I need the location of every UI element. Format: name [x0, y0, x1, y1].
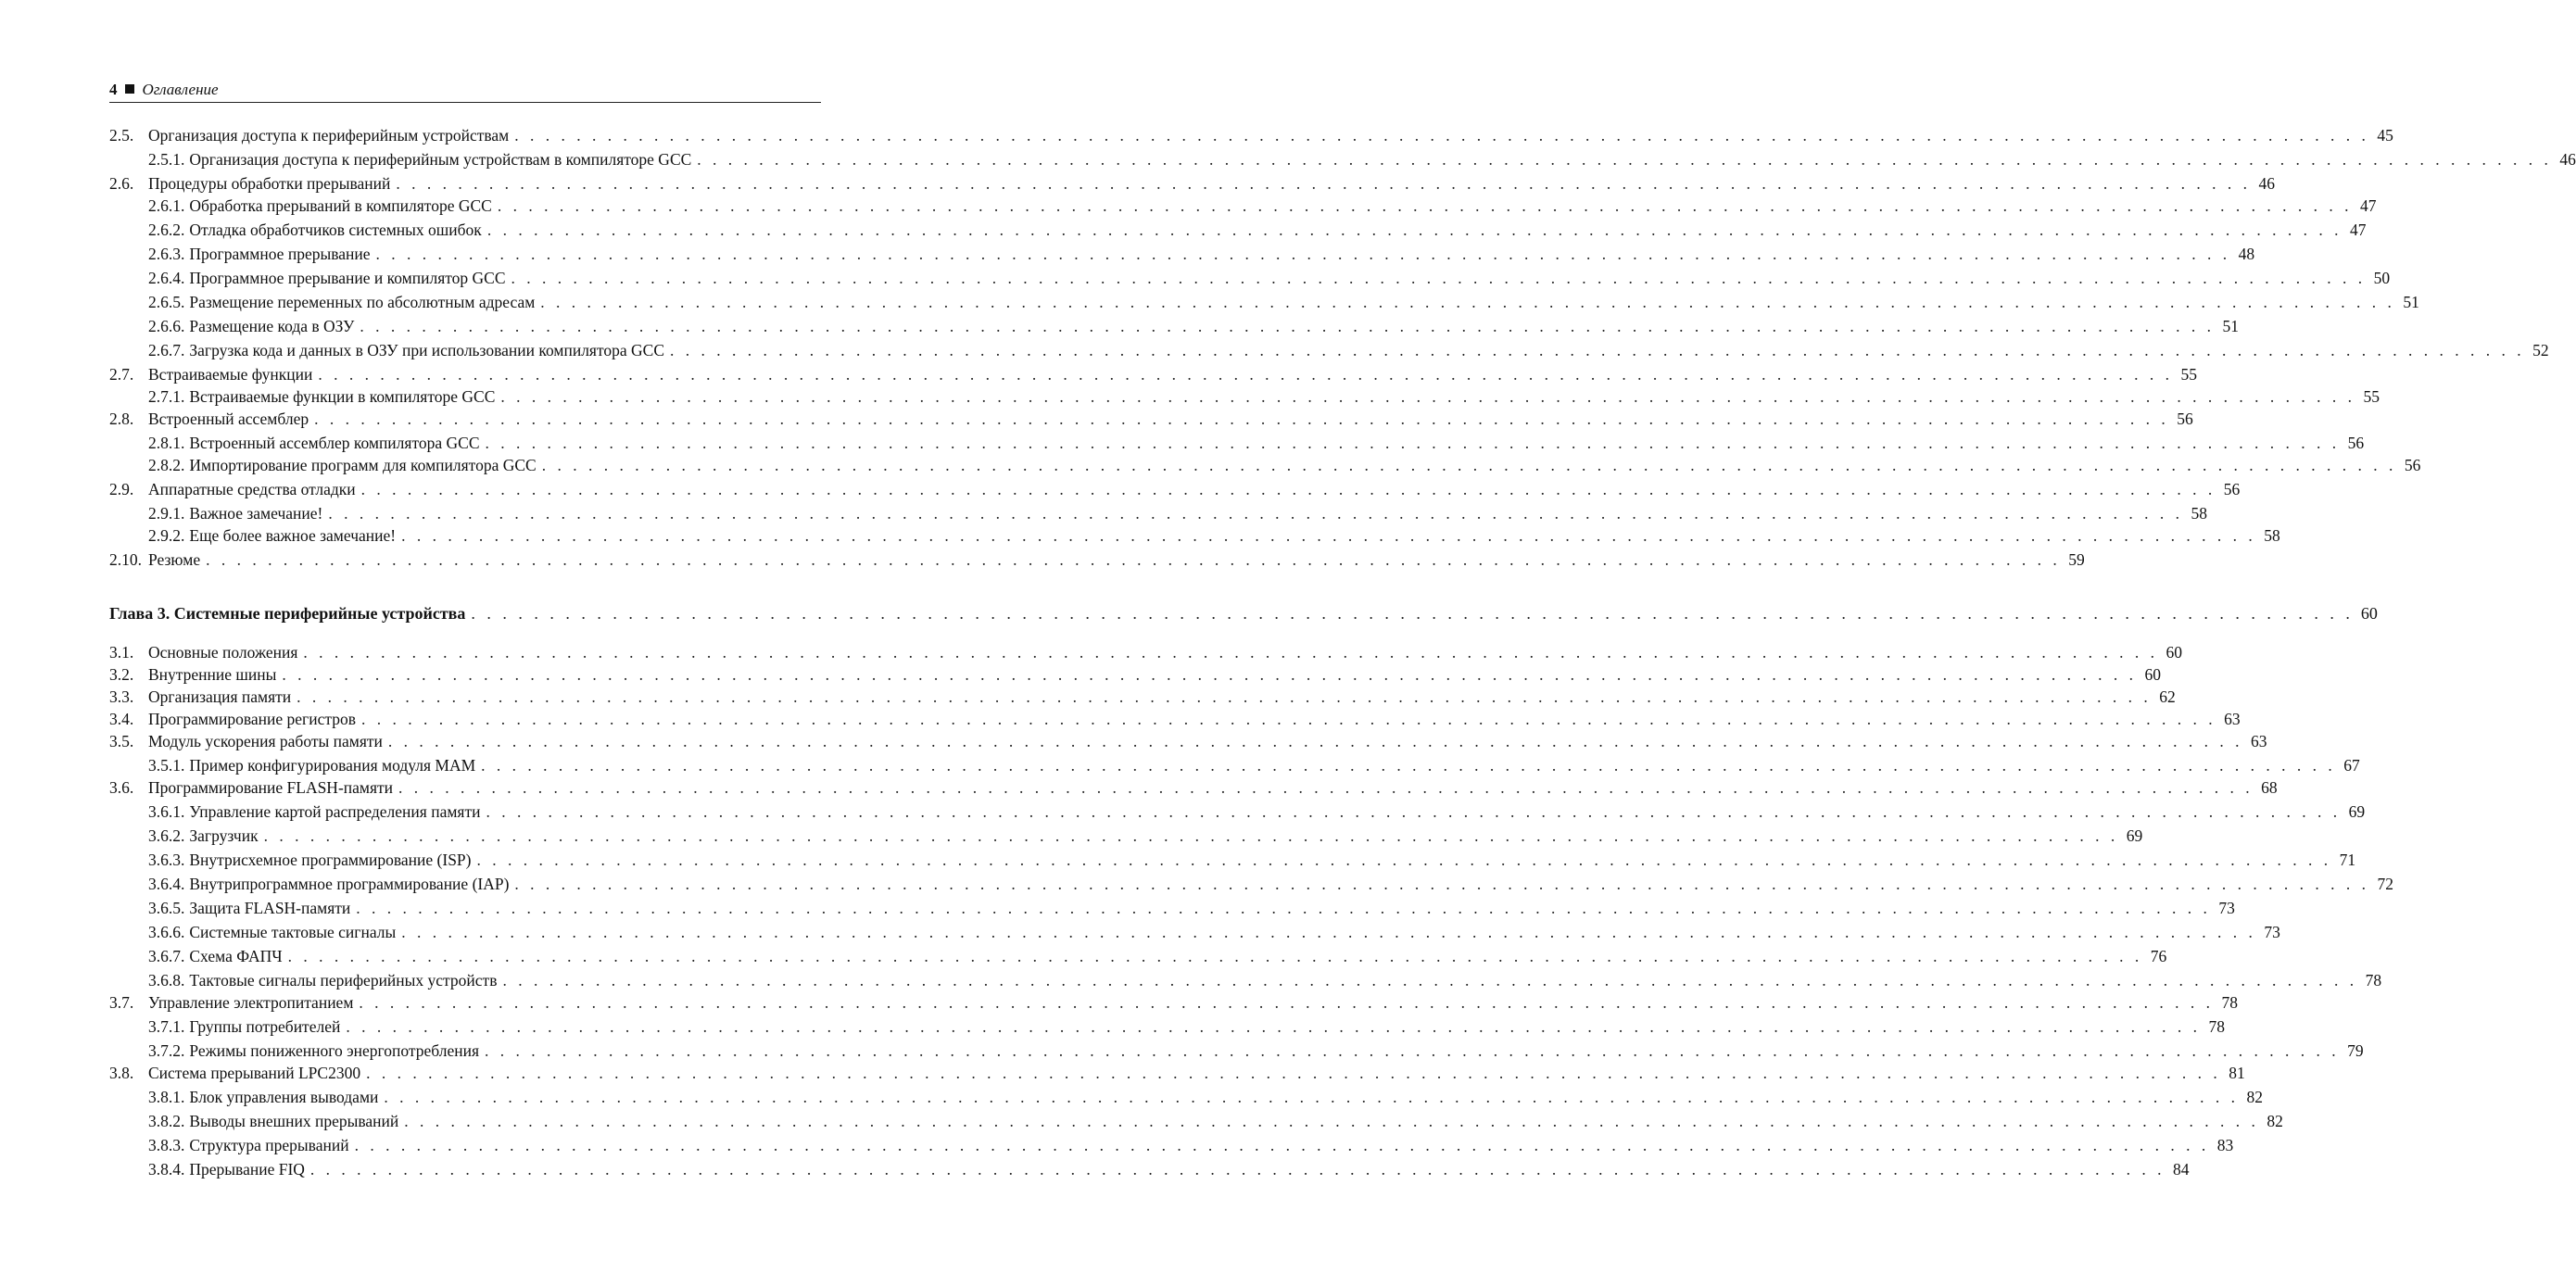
- toc-entry-page: 55: [2363, 387, 2380, 406]
- dot-leader: . . . . . . . . . . . . . . . . . . . . . . . . . . . . . . . . . . . . . . . . . . . . . . . . . . . . . . . . . . . . . . . . . . . . . . . . . . . . . . . . . . . . . . . . . . . . . . . . . . . . . . . . . . . . . . . . . . . . . . . .: [486, 802, 2342, 821]
- toc-entry[interactable]: [109, 1110, 2283, 1132]
- toc-entry-number: 3.8.2.: [148, 1112, 185, 1130]
- toc-entry-title: Встраиваемые функции: [148, 365, 313, 384]
- toc-entry-number: 3.3.: [109, 687, 134, 706]
- toc-entry-page: 52: [2532, 341, 2549, 359]
- dot-leader: . . . . . . . . . . . . . . . . . . . . . . . . . . . . . . . . . . . . . . . . . . . . . . . . . . . . . . . . . . . . . . . . . . . . . . . . . . . . . . . . . . . . . . . . . . . . . . . . . . . . . . . . . . . . . . . . . . . . . . . .: [318, 365, 2173, 384]
- toc-entry-page: 78: [2208, 1017, 2225, 1036]
- toc-entry-title: Встроенный ассемблер компилятора GCC: [189, 434, 480, 452]
- toc-entry[interactable]: [109, 708, 2241, 730]
- toc-entry-title: Схема ФАПЧ: [189, 947, 283, 965]
- toc-entry-title: Управление электропитанием: [148, 993, 354, 1012]
- dot-leader: . . . . . . . . . . . . . . . . . . . . . . . . . . . . . . . . . . . . . . . . . . . . . . . . . . . . . . . . . . . . . . . . . . . . . . . . . . . . . . . . . . . . . . . . . . . . . . . . . . . . . . . . . . . . . . . . . . . . . . . .: [540, 293, 2395, 311]
- dot-leader: . . . . . . . . . . . . . . . . . . . . . . . . . . . . . . . . . . . . . . . . . . . . . . . . . . . . . . . . . . . . . . . . . . . . . . . . . . . . . . . . . . . . . . . . . . . . . . . . . . . . . . . . . . . . . . . . . . . . . . . .: [384, 1088, 2240, 1106]
- toc-entry[interactable]: [109, 267, 2391, 289]
- toc-entry-number: 2.9.1.: [148, 504, 185, 523]
- toc-entry-title: Модуль ускорения работы памяти: [148, 732, 383, 750]
- dot-leader: . . . . . . . . . . . . . . . . . . . . . . . . . . . . . . . . . . . . . . . . . . . . . . . . . . . . . . . . . . . . . . . . . . . . . . . . . . . . . . . . . . . . . . . . . . . . . . . . . . . . . . . . . . . . . . . . . . . . . . . .: [314, 410, 2169, 428]
- toc-entry-number: 3.6.: [109, 778, 134, 797]
- toc-entry[interactable]: [109, 1134, 2234, 1156]
- toc-entry-page: 73: [2218, 899, 2235, 917]
- toc-entry-title: Аппаратные средства отладки: [148, 480, 356, 498]
- toc-entry[interactable]: [109, 124, 2393, 146]
- toc-entry-title: Организация памяти: [148, 687, 292, 706]
- toc-entry[interactable]: [109, 945, 2167, 967]
- toc-entry[interactable]: [109, 454, 2421, 476]
- toc-entry[interactable]: [109, 408, 2193, 430]
- toc-entry-title: Внутрипрограммное программирование (IAP): [189, 875, 510, 893]
- toc-entry-page: 56: [2223, 480, 2241, 498]
- toc-entry-number: 2.5.1.: [148, 150, 185, 169]
- toc-entry[interactable]: [109, 1040, 2364, 1062]
- dot-leader: . . . . . . . . . . . . . . . . . . . . . . . . . . . . . . . . . . . . . . . . . . . . . . . . . . . . . . . . . . . . . . . . . . . . . . . . . . . . . . . . . . . . . . . . . . . . . . . . . . . . . . . . . . . . . . . . . . . . . . . .: [514, 126, 2369, 145]
- toc-entry-title: Встроенный ассемблер: [148, 410, 309, 428]
- toc-entry-number: 3.6.4.: [148, 875, 185, 893]
- toc-entry-page: 59: [2068, 550, 2085, 569]
- toc-entry[interactable]: [109, 148, 2576, 170]
- toc-entry[interactable]: [109, 1062, 2245, 1084]
- toc-entry[interactable]: [109, 801, 2366, 823]
- dot-leader: . . . . . . . . . . . . . . . . . . . . . . . . . . . . . . . . . . . . . . . . . . . . . . . . . . . . . . . . . . . . . . . . . . . . . . . . . . . . . . . . . . . . . . . . . . . . . . . . . . . . . . . . . . . . . . . . . . . . . . . .: [287, 947, 2143, 965]
- toc-entry[interactable]: [109, 1015, 2225, 1038]
- toc-entry-number: 3.5.: [109, 732, 134, 750]
- toc-entry-title: Глава 3. Системные периферийные устройства: [109, 604, 466, 623]
- toc-entry-number: 2.6.3.: [148, 245, 185, 263]
- dot-leader: . . . . . . . . . . . . . . . . . . . . . . . . . . . . . . . . . . . . . . . . . . . . . . . . . . . . . . . . . . . . . . . . . . . . . . . . . . . . . . . . . . . . . . . . . . . . . . . . . . . . . . . . . . . . . . . . . . . . . . . .: [360, 710, 2216, 728]
- toc-entry-title: Защита FLASH-памяти: [189, 899, 351, 917]
- toc-entry-title: Размещение кода в ОЗУ: [189, 317, 355, 335]
- dot-leader: . . . . . . . . . . . . . . . . . . . . . . . . . . . . . . . . . . . . . . . . . . . . . . . . . . . . . . . . . . . . . . . . . . . . . . . . . . . . . . . . . . . . . . . . . . . . . . . . . . . . . . . . . . . . . . . . . . . . . . . .: [476, 851, 2332, 869]
- toc-entry-page: 47: [2359, 196, 2377, 215]
- toc-entry-title: Программирование FLASH-памяти: [148, 778, 394, 797]
- toc-entry[interactable]: [109, 432, 2365, 454]
- dot-leader: . . . . . . . . . . . . . . . . . . . . . . . . . . . . . . . . . . . . . . . . . . . . . . . . . . . . . . . . . . . . . . . . . . . . . . . . . . . . . . . . . . . . . . . . . . . . . . . . . . . . . . . . . . . . . . . . . . . . . . . .: [514, 875, 2370, 893]
- toc-entry-title: Группы потребителей: [189, 1017, 341, 1036]
- toc-entry-number: 2.8.: [109, 410, 134, 428]
- toc-entry-number: 2.6.1.: [148, 196, 185, 215]
- toc-entry-title: Внутрисхемное программирование (ISP): [189, 851, 472, 869]
- toc-entry-title: Внутренние шины: [148, 665, 277, 684]
- toc-chapter-row[interactable]: [109, 602, 2378, 624]
- toc-entry-page: 72: [2377, 875, 2394, 893]
- toc-entry[interactable]: [109, 291, 2419, 313]
- toc-entry-number: 2.5.: [109, 126, 134, 145]
- toc-entry-number: 3.4.: [109, 710, 134, 728]
- dot-leader: . . . . . . . . . . . . . . . . . . . . . . . . . . . . . . . . . . . . . . . . . . . . . . . . . . . . . . . . . . . . . . . . . . . . . . . . . . . . . . . . . . . . . . . . . . . . . . . . . . . . . . . . . . . . . . . . . . . . . . . .: [359, 993, 2215, 1012]
- toc-entry[interactable]: [109, 195, 2377, 217]
- toc-entry[interactable]: [109, 524, 2280, 547]
- dot-leader: . . . . . . . . . . . . . . . . . . . . . . . . . . . . . . . . . . . . . . . . . . . . . . . . . . . . . . . . . . . . . . . . . . . . . . . . . . . . . . . . . . . . . . . . . . . . . . . . . . . . . . . . . . . . . . . . . . . . . . . .: [697, 150, 2552, 169]
- toc-entry-page: 73: [2264, 923, 2280, 941]
- square-bullet-icon: [125, 84, 134, 94]
- dot-leader: . . . . . . . . . . . . . . . . . . . . . . . . . . . . . . . . . . . . . . . . . . . . . . . . . . . . . . . . . . . . . . . . . . . . . . . . . . . . . . . . . . . . . . . . . . . . . . . . . . . . . . . . . . . . . . . . . . . . . . . .: [485, 434, 2341, 452]
- dot-leader: . . . . . . . . . . . . . . . . . . . . . . . . . . . . . . . . . . . . . . . . . . . . . . . . . . . . . . . . . . . . . . . . . . . . . . . . . . . . . . . . . . . . . . . . . . . . . . . . . . . . . . . . . . . . . . . . . . . . . . . .: [471, 604, 2354, 623]
- dot-leader: . . . . . . . . . . . . . . . . . . . . . . . . . . . . . . . . . . . . . . . . . . . . . . . . . . . . . . . . . . . . . . . . . . . . . . . . . . . . . . . . . . . . . . . . . . . . . . . . . . . . . . . . . . . . . . . . . . . . . . . .: [360, 317, 2216, 335]
- toc-entry-title: Отладка обработчиков системных ошибок: [189, 221, 482, 239]
- toc-entry[interactable]: [109, 754, 2360, 776]
- toc-entry[interactable]: [109, 339, 2549, 361]
- toc-entry-title: Обработка прерываний в компиляторе GCC: [189, 196, 492, 215]
- dot-leader: . . . . . . . . . . . . . . . . . . . . . . . . . . . . . . . . . . . . . . . . . . . . . . . . . . . . . . . . . . . . . . . . . . . . . . . . . . . . . . . . . . . . . . . . . . . . . . . . . . . . . . . . . . . . . . . . . . . . . . . .: [309, 1160, 2166, 1179]
- toc-entry-page: 51: [2222, 317, 2240, 335]
- toc-entry-title: Загрузчик: [189, 826, 259, 845]
- toc-entry-number: 2.6.: [109, 174, 134, 193]
- toc-entry-number: 3.6.5.: [148, 899, 185, 917]
- toc-entry-page: 60: [2360, 604, 2378, 623]
- toc-entry[interactable]: [109, 663, 2161, 686]
- toc-entry-title: Система прерываний LPC2300: [148, 1064, 361, 1082]
- toc-entry-page: 62: [2159, 687, 2176, 706]
- toc-entry-page: 78: [2221, 993, 2239, 1012]
- toc-entry[interactable]: [109, 385, 2380, 408]
- toc-entry-number: 2.9.: [109, 480, 134, 498]
- toc-entry-number: 2.6.6.: [148, 317, 185, 335]
- toc-entry-number: 3.8.3.: [148, 1136, 185, 1154]
- dot-leader: . . . . . . . . . . . . . . . . . . . . . . . . . . . . . . . . . . . . . . . . . . . . . . . . . . . . . . . . . . . . . . . . . . . . . . . . . . . . . . . . . . . . . . . . . . . . . . . . . . . . . . . . . . . . . . . . . . . . . . . .: [206, 550, 2061, 569]
- toc-entry-title: Управление картой распределения памяти: [189, 802, 481, 821]
- toc-entry-number: 3.8.4.: [148, 1160, 185, 1179]
- toc-entry-page: 81: [2229, 1064, 2245, 1082]
- toc-entry-page: 45: [2377, 126, 2393, 145]
- toc-entry-page: 58: [2264, 526, 2280, 545]
- toc-entry-page: 71: [2339, 851, 2356, 869]
- toc-entry[interactable]: [109, 776, 2278, 799]
- toc-entry-number: 2.6.5.: [148, 293, 185, 311]
- toc-entry-number: 3.6.8.: [148, 971, 185, 990]
- toc-entry-title: Встраиваемые функции в компиляторе GCC: [189, 387, 496, 406]
- toc-entry-page: 60: [2144, 665, 2161, 684]
- toc-entry[interactable]: [109, 315, 2240, 337]
- dot-leader: . . . . . . . . . . . . . . . . . . . . . . . . . . . . . . . . . . . . . . . . . . . . . . . . . . . . . . . . . . . . . . . . . . . . . . . . . . . . . . . . . . . . . . . . . . . . . . . . . . . . . . . . . . . . . . . . . . . . . . . .: [297, 687, 2152, 706]
- toc-entry-number: 3.5.1.: [148, 756, 185, 775]
- toc-entry-number: 3.7.1.: [148, 1017, 185, 1036]
- toc-entry[interactable]: [109, 243, 2255, 265]
- toc-entry-title: Процедуры обработки прерываний: [148, 174, 391, 193]
- dot-leader: . . . . . . . . . . . . . . . . . . . . . . . . . . . . . . . . . . . . . . . . . . . . . . . . . . . . . . . . . . . . . . . . . . . . . . . . . . . . . . . . . . . . . . . . . . . . . . . . . . . . . . . . . . . . . . . . . . . . . . . .: [346, 1017, 2201, 1036]
- toc-entry-title: Программное прерывание и компилятор GCC: [189, 269, 506, 287]
- toc-entry[interactable]: [109, 548, 2085, 571]
- dot-leader: . . . . . . . . . . . . . . . . . . . . . . . . . . . . . . . . . . . . . . . . . . . . . . . . . . . . . . . . . . . . . . . . . . . . . . . . . . . . . . . . . . . . . . . . . . . . . . . . . . . . . . . . . . . . . . . . . . . . . . . .: [486, 221, 2342, 239]
- toc-entry-page: 51: [2403, 293, 2419, 311]
- toc-entry-number: 2.8.1.: [148, 434, 185, 452]
- toc-entry-number: 3.6.7.: [148, 947, 185, 965]
- toc-entry-number: 2.7.: [109, 365, 134, 384]
- toc-entry-page: 82: [2246, 1088, 2264, 1106]
- toc-entry-title: Резюме: [148, 550, 201, 569]
- toc-entry-title: Загрузка кода и данных в ОЗУ при использовании компилятора GCC: [189, 341, 665, 359]
- toc-entry-title: Импортирование программ для компилятора GCC: [189, 456, 537, 474]
- toc-entry-page: 56: [2177, 410, 2193, 428]
- toc-entry-title: Размещение переменных по абсолютным адресам: [189, 293, 536, 311]
- dot-leader: . . . . . . . . . . . . . . . . . . . . . . . . . . . . . . . . . . . . . . . . . . . . . . . . . . . . . . . . . . . . . . . . . . . . . . . . . . . . . . . . . . . . . . . . . . . . . . . . . . . . . . . . . . . . . . . . . . . . . . . .: [404, 1112, 2259, 1130]
- toc-entry-title: Программирование регистров: [148, 710, 356, 728]
- toc-entry-number: 3.8.1.: [148, 1088, 185, 1106]
- toc-entry-page: 55: [2180, 365, 2197, 384]
- toc-entry[interactable]: [109, 1086, 2264, 1108]
- toc-entry-page: 69: [2348, 802, 2366, 821]
- toc-entry[interactable]: [109, 641, 2183, 663]
- toc-entry-page: 58: [2191, 504, 2207, 523]
- dot-leader: . . . . . . . . . . . . . . . . . . . . . . . . . . . . . . . . . . . . . . . . . . . . . . . . . . . . . . . . . . . . . . . . . . . . . . . . . . . . . . . . . . . . . . . . . . . . . . . . . . . . . . . . . . . . . . . . . . . . . . . .: [356, 899, 2211, 917]
- toc-entry-page: 69: [2126, 826, 2143, 845]
- toc-entry-page: 47: [2349, 221, 2367, 239]
- toc-entry-page: 60: [2166, 643, 2183, 662]
- dot-leader: . . . . . . . . . . . . . . . . . . . . . . . . . . . . . . . . . . . . . . . . . . . . . . . . . . . . . . . . . . . . . . . . . . . . . . . . . . . . . . . . . . . . . . . . . . . . . . . . . . . . . . . . . . . . . . . . . . . . . . . .: [502, 971, 2358, 990]
- dot-leader: . . . . . . . . . . . . . . . . . . . . . . . . . . . . . . . . . . . . . . . . . . . . . . . . . . . . . . . . . . . . . . . . . . . . . . . . . . . . . . . . . . . . . . . . . . . . . . . . . . . . . . . . . . . . . . . . . . . . . . . .: [670, 341, 2525, 359]
- dot-leader: . . . . . . . . . . . . . . . . . . . . . . . . . . . . . . . . . . . . . . . . . . . . . . . . . . . . . . . . . . . . . . . . . . . . . . . . . . . . . . . . . . . . . . . . . . . . . . . . . . . . . . . . . . . . . . . . . . . . . . . .: [398, 778, 2254, 797]
- toc-entry-page: 56: [2404, 456, 2421, 474]
- toc-entry-page: 82: [2267, 1112, 2283, 1130]
- toc-entry-title: Важное замечание!: [189, 504, 323, 523]
- toc-entry-title: Выводы внешних прерываний: [189, 1112, 399, 1130]
- toc-entry-title: Режимы пониженного энергопотребления: [189, 1041, 480, 1060]
- toc-entry[interactable]: [109, 873, 2394, 895]
- toc-entry[interactable]: [109, 991, 2239, 1014]
- toc-entry-number: 3.6.3.: [148, 851, 185, 869]
- dot-leader: . . . . . . . . . . . . . . . . . . . . . . . . . . . . . . . . . . . . . . . . . . . . . . . . . . . . . . . . . . . . . . . . . . . . . . . . . . . . . . . . . . . . . . . . . . . . . . . . . . . . . . . . . . . . . . . . . . . . . . . .: [328, 504, 2183, 523]
- dot-leader: . . . . . . . . . . . . . . . . . . . . . . . . . . . . . . . . . . . . . . . . . . . . . . . . . . . . . . . . . . . . . . . . . . . . . . . . . . . . . . . . . . . . . . . . . . . . . . . . . . . . . . . . . . . . . . . . . . . . . . . .: [485, 1041, 2340, 1060]
- toc-entry-title: Пример конфигурирования модуля МАМ: [189, 756, 476, 775]
- toc-entry-page: 63: [2251, 732, 2267, 750]
- toc-entry-number: 2.6.4.: [148, 269, 185, 287]
- dot-leader: . . . . . . . . . . . . . . . . . . . . . . . . . . . . . . . . . . . . . . . . . . . . . . . . . . . . . . . . . . . . . . . . . . . . . . . . . . . . . . . . . . . . . . . . . . . . . . . . . . . . . . . . . . . . . . . . . . . . . . . .: [541, 456, 2397, 474]
- toc-entry-page: 83: [2216, 1136, 2234, 1154]
- toc-entry[interactable]: [109, 730, 2267, 752]
- toc-entry-number: 3.7.: [109, 993, 134, 1012]
- toc-entry[interactable]: [109, 969, 2382, 991]
- toc-entry-number: 3.6.6.: [148, 923, 185, 941]
- toc-entry[interactable]: [109, 849, 2356, 871]
- dot-leader: . . . . . . . . . . . . . . . . . . . . . . . . . . . . . . . . . . . . . . . . . . . . . . . . . . . . . . . . . . . . . . . . . . . . . . . . . . . . . . . . . . . . . . . . . . . . . . . . . . . . . . . . . . . . . . . . . . . . . . . .: [387, 732, 2243, 750]
- toc-entry[interactable]: [109, 172, 2275, 195]
- toc-entry[interactable]: [109, 897, 2235, 919]
- dot-leader: . . . . . . . . . . . . . . . . . . . . . . . . . . . . . . . . . . . . . . . . . . . . . . . . . . . . . . . . . . . . . . . . . . . . . . . . . . . . . . . . . . . . . . . . . . . . . . . . . . . . . . . . . . . . . . . . . . . . . . . .: [481, 756, 2336, 775]
- dot-leader: . . . . . . . . . . . . . . . . . . . . . . . . . . . . . . . . . . . . . . . . . . . . . . . . . . . . . . . . . . . . . . . . . . . . . . . . . . . . . . . . . . . . . . . . . . . . . . . . . . . . . . . . . . . . . . . . . . . . . . . .: [282, 665, 2137, 684]
- toc-entry[interactable]: [109, 363, 2197, 385]
- dot-leader: . . . . . . . . . . . . . . . . . . . . . . . . . . . . . . . . . . . . . . . . . . . . . . . . . . . . . . . . . . . . . . . . . . . . . . . . . . . . . . . . . . . . . . . . . . . . . . . . . . . . . . . . . . . . . . . . . . . . . . . .: [303, 643, 2159, 662]
- dot-leader: . . . . . . . . . . . . . . . . . . . . . . . . . . . . . . . . . . . . . . . . . . . . . . . . . . . . . . . . . . . . . . . . . . . . . . . . . . . . . . . . . . . . . . . . . . . . . . . . . . . . . . . . . . . . . . . . . . . . . . . .: [511, 269, 2367, 287]
- toc-entry-title: Еще более важное замечание!: [189, 526, 397, 545]
- dot-leader: . . . . . . . . . . . . . . . . . . . . . . . . . . . . . . . . . . . . . . . . . . . . . . . . . . . . . . . . . . . . . . . . . . . . . . . . . . . . . . . . . . . . . . . . . . . . . . . . . . . . . . . . . . . . . . . . . . . . . . . .: [497, 196, 2353, 215]
- toc-entry-number: 2.7.1.: [148, 387, 185, 406]
- toc-entry-title: Программное прерывание: [189, 245, 371, 263]
- toc-entry-number: 3.6.2.: [148, 826, 185, 845]
- toc-entry-title: Прерывание FIQ: [189, 1160, 305, 1179]
- toc-entry-page: 56: [2347, 434, 2365, 452]
- toc-entry[interactable]: [109, 219, 2367, 241]
- toc-entry[interactable]: [109, 502, 2207, 524]
- toc-entry[interactable]: [109, 1158, 2190, 1180]
- toc-entry-page: 84: [2173, 1160, 2190, 1179]
- dot-leader: . . . . . . . . . . . . . . . . . . . . . . . . . . . . . . . . . . . . . . . . . . . . . . . . . . . . . . . . . . . . . . . . . . . . . . . . . . . . . . . . . . . . . . . . . . . . . . . . . . . . . . . . . . . . . . . . . . . . . . . .: [360, 480, 2216, 498]
- toc-entry-number: 3.2.: [109, 665, 134, 684]
- toc-entry-title: Структура прерываний: [189, 1136, 349, 1154]
- running-header: [109, 80, 821, 103]
- dot-leader: . . . . . . . . . . . . . . . . . . . . . . . . . . . . . . . . . . . . . . . . . . . . . . . . . . . . . . . . . . . . . . . . . . . . . . . . . . . . . . . . . . . . . . . . . . . . . . . . . . . . . . . . . . . . . . . . . . . . . . . .: [396, 174, 2251, 193]
- toc-entry-title: Основные положения: [148, 643, 298, 662]
- toc-entry-page: 46: [2258, 174, 2275, 193]
- toc-entry-number: 2.6.7.: [148, 341, 185, 359]
- toc-entry[interactable]: [109, 478, 2241, 500]
- toc-entry-page: 46: [2559, 150, 2576, 169]
- dot-leader: . . . . . . . . . . . . . . . . . . . . . . . . . . . . . . . . . . . . . . . . . . . . . . . . . . . . . . . . . . . . . . . . . . . . . . . . . . . . . . . . . . . . . . . . . . . . . . . . . . . . . . . . . . . . . . . . . . . . . . . .: [500, 387, 2356, 406]
- toc-entry-number: 3.1.: [109, 643, 134, 662]
- dot-leader: . . . . . . . . . . . . . . . . . . . . . . . . . . . . . . . . . . . . . . . . . . . . . . . . . . . . . . . . . . . . . . . . . . . . . . . . . . . . . . . . . . . . . . . . . . . . . . . . . . . . . . . . . . . . . . . . . . . . . . . .: [366, 1064, 2221, 1082]
- toc-entry-page: 63: [2224, 710, 2241, 728]
- dot-leader: . . . . . . . . . . . . . . . . . . . . . . . . . . . . . . . . . . . . . . . . . . . . . . . . . . . . . . . . . . . . . . . . . . . . . . . . . . . . . . . . . . . . . . . . . . . . . . . . . . . . . . . . . . . . . . . . . . . . . . . .: [401, 526, 2256, 545]
- toc-entry-number: 2.8.2.: [148, 456, 185, 474]
- dot-leader: . . . . . . . . . . . . . . . . . . . . . . . . . . . . . . . . . . . . . . . . . . . . . . . . . . . . . . . . . . . . . . . . . . . . . . . . . . . . . . . . . . . . . . . . . . . . . . . . . . . . . . . . . . . . . . . . . . . . . . . .: [401, 923, 2256, 941]
- toc-entry-number: 3.7.2.: [148, 1041, 185, 1060]
- toc-entry-title: Тактовые сигналы периферийных устройств: [189, 971, 498, 990]
- toc-entry-title: Организация доступа к периферийным устройствам: [148, 126, 510, 145]
- toc-entry-number: 3.6.1.: [148, 802, 185, 821]
- dot-leader: . . . . . . . . . . . . . . . . . . . . . . . . . . . . . . . . . . . . . . . . . . . . . . . . . . . . . . . . . . . . . . . . . . . . . . . . . . . . . . . . . . . . . . . . . . . . . . . . . . . . . . . . . . . . . . . . . . . . . . . .: [263, 826, 2119, 845]
- page-number: 4: [109, 81, 118, 98]
- toc-entry-number: 3.8.: [109, 1064, 134, 1082]
- toc-entry[interactable]: [109, 921, 2280, 943]
- toc-entry-page: 50: [2373, 269, 2391, 287]
- toc-entry[interactable]: [109, 686, 2176, 708]
- header-title: Оглавление: [142, 81, 219, 98]
- dot-leader: . . . . . . . . . . . . . . . . . . . . . . . . . . . . . . . . . . . . . . . . . . . . . . . . . . . . . . . . . . . . . . . . . . . . . . . . . . . . . . . . . . . . . . . . . . . . . . . . . . . . . . . . . . . . . . . . . . . . . . . .: [354, 1136, 2210, 1154]
- toc-entry-page: 78: [2365, 971, 2382, 990]
- toc-entry-number: 2.6.2.: [148, 221, 185, 239]
- toc-entry-page: 79: [2347, 1041, 2364, 1060]
- toc-entry-title: Организация доступа к периферийным устройствам в компиляторе GCC: [189, 150, 692, 169]
- toc-entry-title: Блок управления выводами: [189, 1088, 379, 1106]
- toc-entry[interactable]: [109, 825, 2143, 847]
- toc-entry-title: Системные тактовые сигналы: [189, 923, 397, 941]
- toc-entry-page: 67: [2343, 756, 2360, 775]
- toc-entry-number: 2.9.2.: [148, 526, 185, 545]
- toc-entry-page: 48: [2238, 245, 2255, 263]
- dot-leader: . . . . . . . . . . . . . . . . . . . . . . . . . . . . . . . . . . . . . . . . . . . . . . . . . . . . . . . . . . . . . . . . . . . . . . . . . . . . . . . . . . . . . . . . . . . . . . . . . . . . . . . . . . . . . . . . . . . . . . . .: [375, 245, 2231, 263]
- toc-entry-page: 68: [2261, 778, 2278, 797]
- toc-entry-number: 2.10.: [109, 550, 142, 569]
- toc-entry-page: 76: [2150, 947, 2167, 965]
